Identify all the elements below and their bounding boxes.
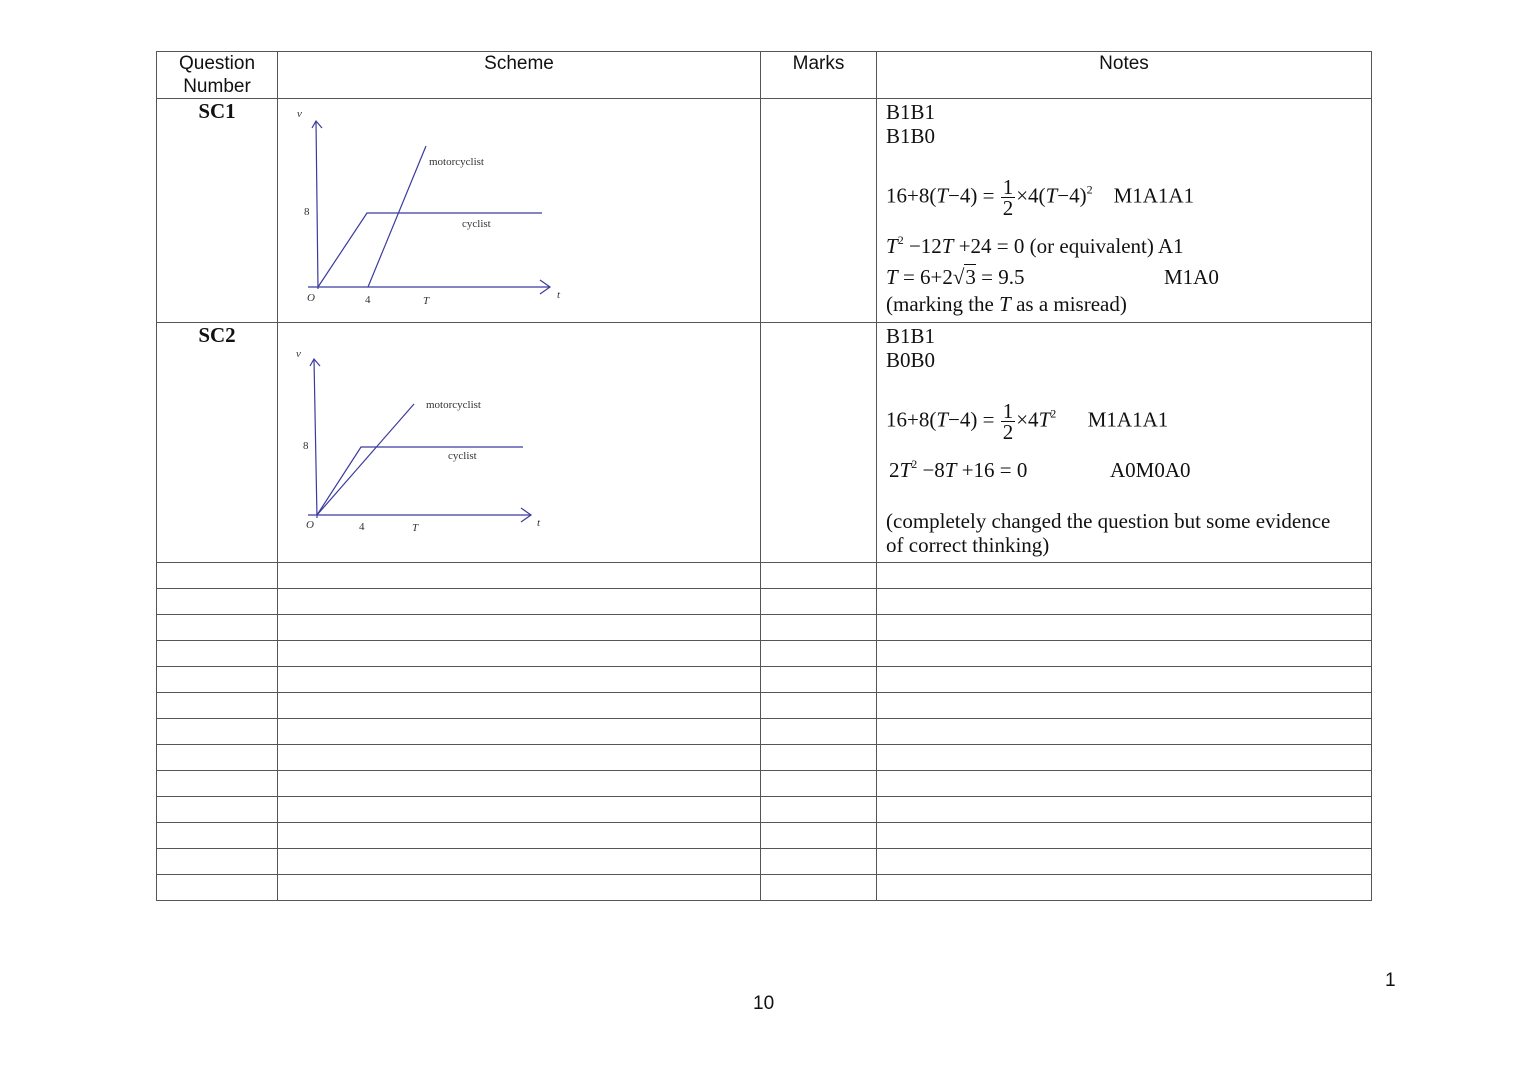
fraction-denominator: 2 [1002, 420, 1014, 444]
notes-line: of correct thinking) [886, 533, 1050, 557]
empty-cell [761, 823, 877, 849]
velocity-time-graph [278, 99, 761, 317]
fraction-denominator: 2 [1002, 196, 1014, 220]
table-row [157, 563, 1372, 589]
question-number-header [157, 52, 278, 99]
v-axis [316, 121, 318, 289]
equation-exponent: 2 [1050, 406, 1057, 421]
equation-part: −4) = [948, 183, 995, 208]
origin-label: O [307, 292, 315, 304]
equation-variable: T [899, 458, 912, 482]
equation-exponent: 2 [897, 233, 904, 247]
question-number: SC1 [157, 99, 278, 323]
empty-cell [761, 693, 877, 719]
question-number: SC2 [157, 323, 278, 563]
origin-label: O [306, 519, 314, 531]
empty-cell [877, 849, 1372, 875]
page-corner-number: 1 [1385, 970, 1396, 991]
equation-exponent: 2 [1086, 182, 1093, 197]
notes-line: B1B0 [886, 124, 936, 148]
empty-cell [157, 615, 278, 641]
mark-codes: M1A0 [1164, 265, 1219, 289]
page-number: 10 [753, 993, 775, 1014]
v-axis [314, 359, 317, 518]
empty-cell [278, 589, 761, 615]
empty-cell [278, 823, 761, 849]
v-axis-label: v [297, 108, 302, 120]
empty-cell [877, 589, 1372, 615]
fraction-numerator: 1 [1002, 399, 1014, 423]
equation-variable: T [1038, 407, 1051, 432]
note-text: (marking the [886, 292, 1000, 316]
empty-cell [877, 823, 1372, 849]
empty-cell [278, 745, 761, 771]
header-question-line1: Question [178, 53, 256, 74]
table-row [157, 693, 1372, 719]
empty-cell [761, 849, 877, 875]
motorcyclist-label: motorcyclist [429, 156, 484, 168]
empty-cell [157, 797, 278, 823]
velocity-time-graph [278, 323, 761, 557]
scheme-cell [278, 323, 761, 563]
empty-cell [157, 693, 278, 719]
empty-cell [157, 667, 278, 693]
cyclist-label: cyclist [462, 218, 491, 230]
empty-cell [761, 615, 877, 641]
notes-cell [877, 323, 1372, 563]
equation-part: −4) = [948, 407, 995, 432]
equation-part: 2 [889, 458, 900, 482]
equation-part: = 9.5 [975, 265, 1025, 289]
empty-cell [761, 745, 877, 771]
scheme-header: Scheme [278, 52, 761, 99]
empty-cell [877, 641, 1372, 667]
empty-cell [761, 589, 877, 615]
empty-cell [877, 797, 1372, 823]
table-row [157, 849, 1372, 875]
table-row [157, 641, 1372, 667]
empty-cell [278, 615, 761, 641]
marks-header: Marks [761, 52, 877, 99]
note-text: as a misread) [1010, 292, 1127, 316]
notes-line: (completely changed the question but some evidence [886, 509, 1331, 533]
empty-cell [877, 563, 1372, 589]
table-row [157, 719, 1372, 745]
cyclist-label: cyclist [448, 450, 477, 462]
cyclist-line [318, 213, 542, 287]
table-row [157, 615, 1372, 641]
table-row [157, 797, 1372, 823]
empty-cell [278, 875, 761, 901]
mark-codes: A0M0A0 [1110, 458, 1191, 482]
notes-line: B1B1 [886, 324, 936, 348]
t-axis-label: t [557, 289, 561, 301]
empty-cell [877, 771, 1372, 797]
equation-line [886, 177, 1194, 218]
empty-cell [278, 797, 761, 823]
empty-cell [278, 563, 761, 589]
equation-variable: T [936, 407, 949, 432]
square-root-radicand: 3 [965, 265, 976, 289]
empty-cell [761, 563, 877, 589]
equation-part: +16 = 0 [956, 458, 1028, 482]
table-row [157, 667, 1372, 693]
mark-codes: M1A1A1 [1113, 183, 1195, 208]
empty-cell [278, 719, 761, 745]
tick-8-label: 8 [304, 206, 310, 218]
motorcyclist-line [317, 404, 414, 515]
equation-part: −8 [917, 458, 945, 482]
header-question-line2: Number [183, 76, 251, 97]
table-row [157, 99, 1372, 323]
empty-cell [877, 875, 1372, 901]
empty-cell [877, 615, 1372, 641]
v-axis-arrow [310, 359, 320, 366]
equation-variable: T [886, 265, 898, 289]
equation-variable: T [941, 234, 954, 258]
fraction-numerator: 1 [1002, 175, 1014, 199]
equation-part: 16+8( [886, 183, 937, 208]
equation-part: ×4( [1016, 183, 1046, 208]
equation-exponent: 2 [911, 457, 918, 471]
mark-codes: M1A1A1 [1087, 407, 1169, 432]
empty-cell [761, 667, 877, 693]
tick-T-label: T [423, 295, 430, 307]
motorcyclist-line [368, 146, 426, 287]
tick-4-label: 4 [365, 294, 371, 306]
v-axis-label: v [296, 348, 301, 360]
table-row [157, 745, 1372, 771]
equation-part: −12 [903, 234, 942, 258]
fraction [1001, 177, 1016, 218]
mark-scheme-table [156, 51, 1372, 901]
tick-4-label: 4 [359, 521, 365, 533]
motorcyclist-label: motorcyclist [426, 399, 481, 411]
tick-T-label: T [412, 522, 419, 534]
equation-part: −4) [1057, 183, 1087, 208]
empty-cell [157, 641, 278, 667]
tick-8-label: 8 [303, 440, 309, 452]
empty-cell [157, 875, 278, 901]
empty-cell [278, 771, 761, 797]
table-row [157, 875, 1372, 901]
empty-cell [877, 719, 1372, 745]
empty-cell [157, 589, 278, 615]
empty-cell [157, 563, 278, 589]
equation-variable: T [1045, 183, 1058, 208]
cyclist-line [317, 447, 523, 515]
equation-variable: T [999, 292, 1011, 316]
equation-part: 16+8( [886, 407, 937, 432]
empty-cell [761, 719, 877, 745]
equation-variable: T [886, 234, 898, 258]
empty-cell [761, 641, 877, 667]
empty-cell [278, 849, 761, 875]
empty-cell [877, 667, 1372, 693]
empty-cell [278, 693, 761, 719]
equation-line: T = 6+2√3 = 9.5 [886, 265, 1025, 289]
notes-cell [877, 99, 1372, 323]
fraction [1001, 401, 1016, 442]
v-axis-arrow [312, 121, 322, 128]
equation-line [886, 401, 1168, 442]
empty-cell [157, 823, 278, 849]
notes-header: Notes [877, 52, 1372, 99]
scheme-cell [278, 99, 761, 323]
empty-cell [157, 771, 278, 797]
marks-cell [761, 323, 877, 563]
empty-cell [157, 849, 278, 875]
empty-cell [278, 641, 761, 667]
table-row [157, 823, 1372, 849]
t-axis-label: t [537, 517, 541, 529]
equation-part: ×4 [1016, 407, 1039, 432]
empty-cell [761, 875, 877, 901]
equation-line [889, 458, 1027, 482]
empty-cell [278, 667, 761, 693]
notes-line: B0B0 [886, 348, 936, 372]
marks-cell [761, 99, 877, 323]
table-row [157, 323, 1372, 563]
notes-line: B1B1 [886, 100, 936, 124]
equation-variable: T [944, 458, 957, 482]
empty-cell [877, 693, 1372, 719]
empty-cell [157, 719, 278, 745]
equation-variable: T [936, 183, 949, 208]
table-row [157, 589, 1372, 615]
notes-line [886, 292, 1127, 316]
equation-part: +24 = 0 (or equivalent) A1 [953, 234, 1184, 258]
equation-part: = 6+2 [897, 265, 953, 289]
empty-cell [877, 745, 1372, 771]
empty-cell [761, 797, 877, 823]
table-row [157, 771, 1372, 797]
empty-cell [157, 745, 278, 771]
header-row [157, 52, 1372, 99]
empty-cell [761, 771, 877, 797]
equation-line [886, 234, 1184, 258]
